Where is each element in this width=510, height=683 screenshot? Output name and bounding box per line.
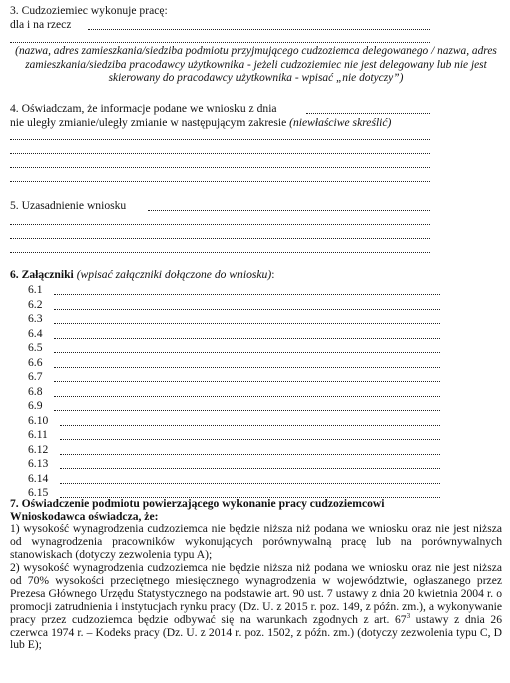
attachment-row	[10, 327, 440, 341]
section6-heading: 6. Załączniki (wpisać załączniki dołączone do wniosku):	[10, 268, 275, 281]
attachment-field[interactable]	[60, 454, 440, 455]
section4-changes-field-3[interactable]	[10, 167, 430, 168]
section3-note: (nazwa, adres zamieszkania/siedziba podmiotu przyjmującego cudzoziemca delegowanego / nazwa, adres zamieszkania/siedziba pracodawcy użytkownika - jeżeli cudzoziemiec nie jest delegowany lub nie jest skierowany do pracodawcy użytkownika - wpisać „nie dotyczy”)	[15, 45, 497, 85]
attachment-row	[10, 472, 440, 486]
attachment-number: 6.14	[28, 471, 49, 485]
attachment-field[interactable]	[54, 309, 440, 310]
attachment-field[interactable]	[60, 425, 440, 426]
attachment-number: 6.4	[28, 326, 43, 340]
section7-statement-1: 1) wysokość wynagrodzenia cudzoziemca nie będzie niższa niż podana we wniosku oraz nie jest niższa od wynagrodzenia pracowników wykonujących porównywalną pracę lub na porównywalnych stanowiskach (dotyczy zezwolenia typu A);	[10, 522, 502, 561]
attachment-field[interactable]	[54, 367, 440, 368]
section5-justification-field-1[interactable]	[148, 210, 430, 211]
attachment-row	[10, 414, 440, 428]
attachment-number: 6.12	[28, 442, 49, 456]
section5-justification-field-4[interactable]	[10, 252, 430, 253]
section4-changes-field-2[interactable]	[10, 153, 430, 154]
attachment-row	[10, 312, 440, 326]
section4-line1: 4. Oświadczam, że informacje podane we wniosku z dnia	[10, 102, 277, 115]
section7-statement-2: 2) wysokość wynagrodzenia cudzoziemca nie będzie niższa niż podana we wniosku oraz nie jest niższa od 70% wysokości przeciętnego miesięcznego wynagrodzenia w województwie, ogłaszanego przez Prezesa Głównego Urzędu Statystycznego na podstawie art. 90 ust. 7 ustawy z dnia 20 kwietnia 2004 r. o promocji zatrudnienia i instytucjach rynku pracy (Dz. U. z 2015 r. poz. 149, z późn. zm.), a wykonywanie pracy przez cudzoziemca będzie odbywać się na warunkach zgodnych z art. $67^3$ ustawy z dnia 26 czerwca 1974 r. – Kodeks pracy (Dz. U. z 2014 r. poz. 1502, z późn. zm.) (dotyczy zezwolenia typu C, D lub E);	[10, 561, 503, 652]
attachment-number: 6.7	[28, 370, 43, 383]
attachment-row	[10, 428, 440, 442]
attachment-number: 6.13	[28, 457, 49, 470]
section7-heading: 7. Oświadczenie podmiotu powierzającego wykonanie pracy cudzoziemcowi	[10, 497, 385, 510]
attachment-number: 6.3	[28, 312, 43, 325]
attachment-field[interactable]	[54, 352, 440, 353]
section5-justification-field-3[interactable]	[10, 238, 430, 239]
attachment-field[interactable]	[60, 483, 440, 484]
attachment-row	[10, 457, 440, 471]
attachment-row	[10, 341, 440, 355]
attachment-field[interactable]	[54, 396, 440, 397]
attachment-number: 6.10	[28, 413, 49, 427]
attachment-number: 6.5	[28, 341, 43, 354]
attachment-row	[10, 399, 440, 413]
attachment-field[interactable]	[54, 381, 440, 382]
attachment-row	[10, 370, 440, 384]
section4-changes-field-4[interactable]	[10, 181, 430, 182]
attachment-number: 6.1	[28, 283, 43, 296]
attachment-number: 6.15	[28, 486, 49, 499]
section3-heading: 3. Cudzoziemiec wykonuje pracę:	[10, 4, 168, 17]
section4-date-field[interactable]	[306, 113, 430, 114]
section4-line2: nie uległy zmianie/uległy zmianie w następującym zakresie (niewłaściwe skreślić)	[10, 116, 392, 129]
attachment-number: 6.11	[28, 428, 48, 441]
attachment-number: 6.9	[28, 399, 43, 412]
attachment-number: 6.8	[28, 384, 43, 398]
attachment-row	[10, 356, 440, 370]
attachment-field[interactable]	[60, 468, 440, 469]
section5-justification-field-2[interactable]	[10, 224, 430, 225]
attachment-row	[10, 385, 440, 399]
attachment-field[interactable]	[54, 338, 440, 339]
section3-employer-field-line2[interactable]	[10, 42, 430, 43]
section4-changes-field-1[interactable]	[10, 139, 430, 140]
attachment-row	[10, 298, 440, 312]
attachment-field[interactable]	[54, 294, 440, 295]
section7-subheading: Wnioskodawca oświadcza, że:	[10, 510, 159, 523]
attachment-field[interactable]	[54, 323, 440, 324]
attachment-field[interactable]	[60, 439, 440, 440]
section3-employer-field[interactable]	[88, 29, 430, 30]
attachment-number: 6.6	[28, 355, 43, 369]
attachment-row	[10, 443, 440, 457]
attachment-number: 6.2	[28, 297, 43, 311]
attachment-field[interactable]	[54, 410, 440, 411]
section3-for-label: dla i na rzecz	[10, 18, 72, 31]
attachment-row	[10, 283, 440, 297]
section5-heading: 5. Uzasadnienie wniosku	[10, 199, 127, 212]
